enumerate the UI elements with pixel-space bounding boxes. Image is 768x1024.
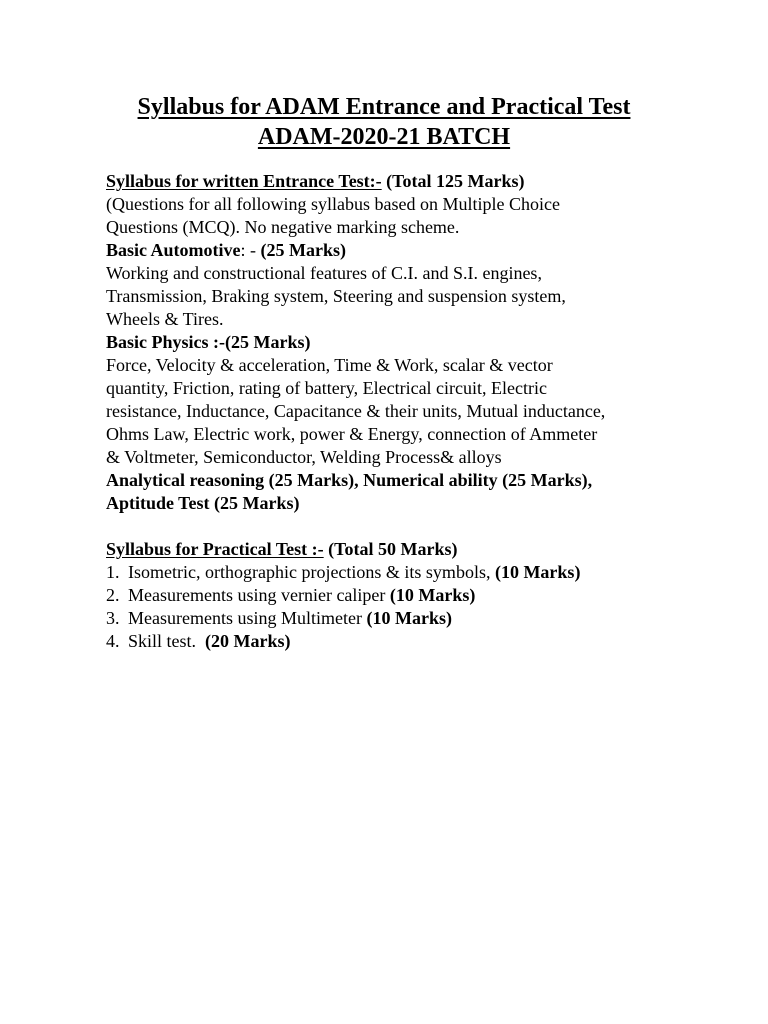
automotive-text-line: Wheels & Tires. <box>106 309 224 329</box>
automotive-text-line: Transmission, Braking system, Steering and suspension system, <box>106 286 566 306</box>
practical-item: 1. Isometric, orthographic projections & its symbols, (10 Marks) <box>106 562 581 582</box>
physics-text-line: Ohms Law, Electric work, power & Energy, connection of Ammeter <box>106 424 598 444</box>
syllabus-body <box>106 170 676 653</box>
practical-item: 4. Skill test. (20 Marks) <box>106 631 291 651</box>
document-title: Syllabus for ADAM Entrance and Practical Test <box>137 94 631 120</box>
analytical-line: Aptitude Test (25 Marks) <box>106 493 300 513</box>
written-intro-line: Questions (MCQ). No negative marking scheme. <box>106 217 460 237</box>
analytical-line: Analytical reasoning (25 Marks), Numerical ability (25 Marks), <box>106 470 593 490</box>
practical-item: 2. Measurements using vernier caliper (10 Marks) <box>106 585 476 605</box>
written-intro-line: (Questions for all following syllabus based on Multiple Choice <box>106 194 560 214</box>
section-gap <box>106 515 676 538</box>
written-test-heading: Syllabus for written Entrance Test:- (Total 125 Marks) <box>106 171 525 191</box>
practical-test-heading: Syllabus for Practical Test :- (Total 50 Marks) <box>106 539 458 559</box>
practical-item: 3. Measurements using Multimeter (10 Marks) <box>106 608 452 628</box>
automotive-heading: Basic Automotive: - (25 Marks) <box>106 240 346 260</box>
physics-text-line: & Voltmeter, Semiconductor, Welding Process& alloys <box>106 447 502 467</box>
physics-text-line: quantity, Friction, rating of battery, Electrical circuit, Electric <box>106 378 547 398</box>
physics-heading: Basic Physics :-(25 Marks) <box>106 332 311 352</box>
physics-text-line: resistance, Inductance, Capacitance & their units, Mutual inductance, <box>106 401 606 421</box>
automotive-text-line: Working and constructional features of C.I. and S.I. engines, <box>106 263 542 283</box>
physics-text-line: Force, Velocity & acceleration, Time & Work, scalar & vector <box>106 355 553 375</box>
document-subtitle: ADAM-2020-21 BATCH <box>257 124 511 150</box>
